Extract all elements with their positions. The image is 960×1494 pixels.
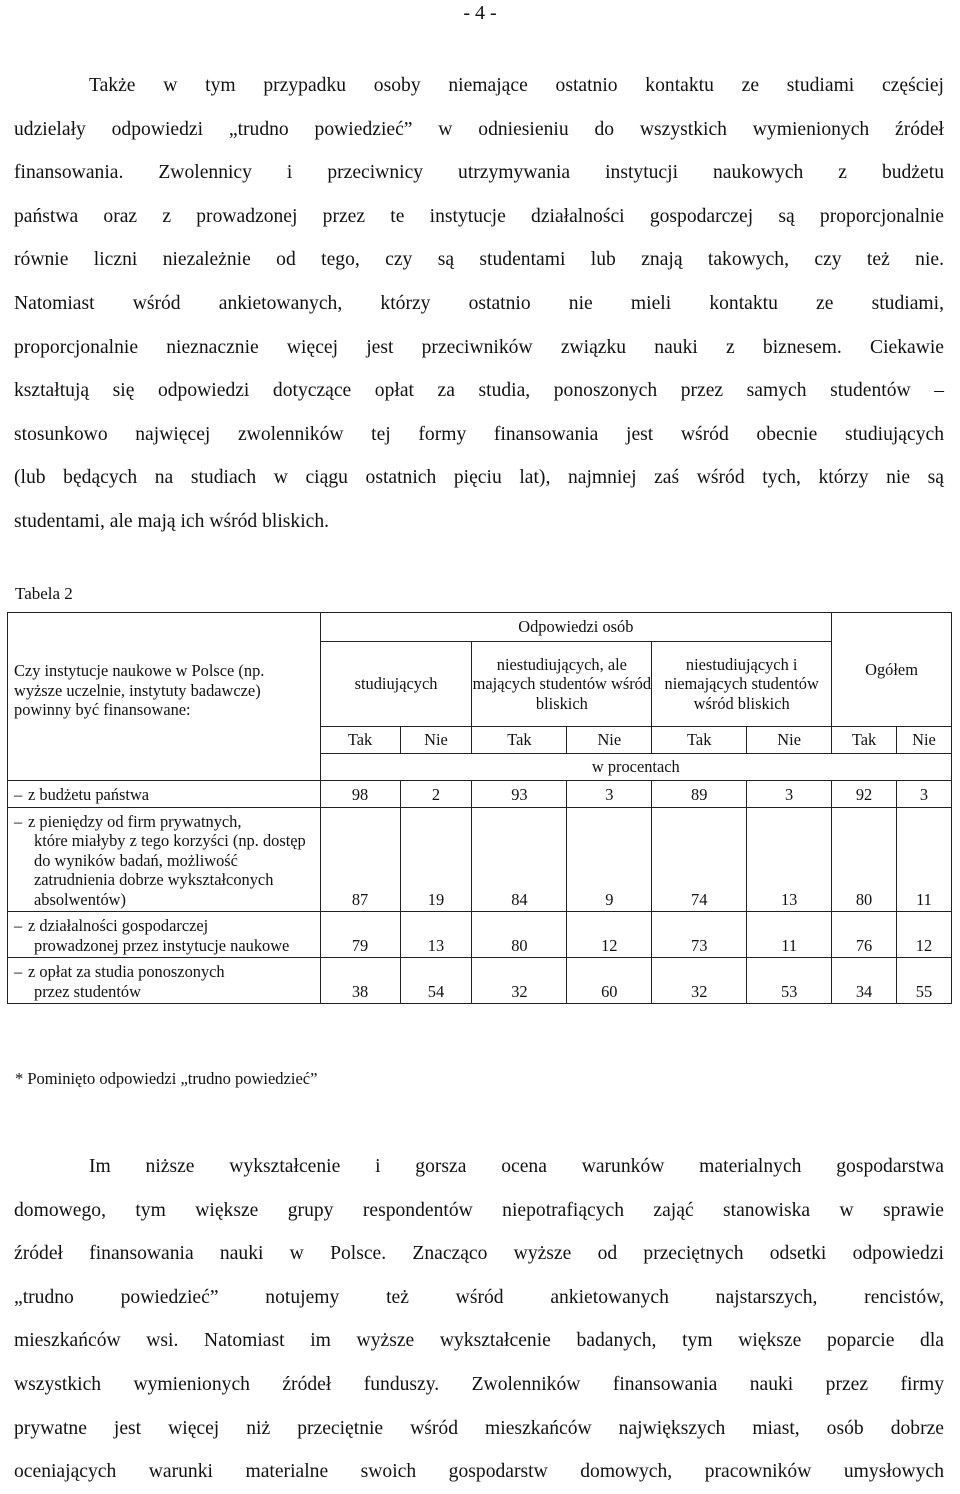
value-cell: 11 bbox=[897, 807, 952, 912]
column-header-non-students-with-students: niestudiujących, ale mających studentów wśród bliskich bbox=[472, 642, 652, 727]
row-label-continuation: prowadzonej przez instytucje naukowe bbox=[34, 935, 290, 955]
paragraph-1 bbox=[14, 64, 944, 544]
value-cell: 89 bbox=[652, 781, 747, 808]
value-cell: 55 bbox=[897, 958, 952, 1004]
row-label-first-line bbox=[14, 785, 316, 805]
row-label-first-line bbox=[14, 962, 316, 982]
value-cell: 32 bbox=[652, 958, 747, 1004]
value-cell: 93 bbox=[472, 781, 567, 808]
row-label bbox=[8, 912, 321, 958]
value-cell: 32 bbox=[472, 958, 567, 1004]
paragraph-line: oceniających warunki materialne swoich gospodarstw domowych, pracowników umysłowych bbox=[14, 1461, 944, 1483]
paragraph-line: studentami, ale mają ich wśród bliskich. bbox=[14, 510, 330, 532]
no-header: Nie bbox=[567, 727, 652, 754]
page-number: - 4 - bbox=[463, 2, 497, 24]
row-label-first-line bbox=[14, 812, 316, 832]
value-cell: 87 bbox=[320, 807, 400, 912]
paragraph-line: Natomiast wśród ankietowanych, którzy ostatnio nie mieli kontaktu ze studiami, bbox=[14, 292, 944, 314]
paragraph-2 bbox=[14, 1145, 944, 1494]
value-cell: 38 bbox=[320, 958, 400, 1004]
value-cell: 79 bbox=[320, 912, 400, 958]
table-row bbox=[8, 781, 952, 808]
row-dash: – bbox=[14, 785, 23, 804]
value-cell: 2 bbox=[400, 781, 472, 808]
table-row bbox=[8, 807, 952, 912]
row-dash: – bbox=[14, 811, 23, 831]
paragraph-line: proporcjonalnie nieznacznie więcej jest przeciwników związku nauki z biznesem. Ciekawie bbox=[14, 336, 944, 358]
paragraph-line: domowego, tym większe grupy respondentów niepotrafiących zająć stanowiska w sprawie bbox=[14, 1199, 944, 1221]
unit-label: w procentach bbox=[320, 754, 951, 781]
value-cell: 12 bbox=[567, 912, 652, 958]
paragraph-line: finansowania. Zwolennicy i przeciwnicy utrzymywania instytucji naukowych z budżetu bbox=[14, 162, 944, 184]
row-dash: – bbox=[14, 916, 23, 935]
yes-header: Tak bbox=[652, 727, 747, 754]
value-cell: 54 bbox=[400, 958, 472, 1004]
paragraph-line: mieszkańców wsi. Natomiast im wyższe wykształcenie badanych, tym większe poparcie dla bbox=[14, 1330, 944, 1352]
value-cell: 19 bbox=[400, 807, 472, 912]
row-label bbox=[8, 781, 321, 808]
value-cell: 13 bbox=[400, 912, 472, 958]
row-label-continuation: przez studentów bbox=[34, 981, 141, 1001]
paragraph-line: stosunkowo najwięcej zwolenników tej formy finansowania jest wśród obecnie studiujących bbox=[14, 423, 944, 445]
value-cell: 53 bbox=[747, 958, 832, 1004]
value-cell: 34 bbox=[832, 958, 897, 1004]
row-label-text: z budżetu państwa bbox=[28, 785, 150, 804]
paragraph-line: kształtują się odpowiedzi dotyczące opłat za studia, ponoszonych przez samych studentów – bbox=[14, 380, 944, 402]
table-row bbox=[8, 958, 952, 1004]
group-header: Odpowiedzi osób bbox=[320, 613, 831, 642]
yes-header: Tak bbox=[832, 727, 897, 754]
column-header-students: studiujących bbox=[320, 642, 472, 727]
value-cell: 13 bbox=[747, 807, 832, 912]
value-cell: 98 bbox=[320, 781, 400, 808]
value-cell: 80 bbox=[832, 807, 897, 912]
row-label-text: z pieniędzy od firm prywatnych, bbox=[28, 811, 242, 831]
paragraph-line: Im niższe wykształcenie i gorsza ocena warunków materialnych gospodarstwa bbox=[89, 1156, 944, 1177]
table-caption: Tabela 2 bbox=[15, 584, 73, 603]
paragraph-line: państwa oraz z prowadzonej przez te instytucje działalności gospodarczej są proporcjonalnie bbox=[14, 205, 944, 227]
table-row bbox=[8, 912, 952, 958]
value-cell: 3 bbox=[567, 781, 652, 808]
paragraph-line: wszystkich wymienionych źródeł funduszy. Zwolenników finansowania nauki przez firmy bbox=[14, 1373, 944, 1395]
value-cell: 84 bbox=[472, 807, 567, 912]
column-header-non-students-without-students: niestudiujących i niemających studentów wśród bliskich bbox=[652, 642, 832, 727]
value-cell: 11 bbox=[747, 912, 832, 958]
row-label-first-line bbox=[14, 916, 316, 936]
value-cell: 80 bbox=[472, 912, 567, 958]
footnote: * Pominięto odpowiedzi „trudno powiedzieć” bbox=[15, 1069, 318, 1088]
yes-header: Tak bbox=[472, 727, 567, 754]
question-header: Czy instytucje naukowe w Polsce (np. wyższe uczelnie, instytuty badawcze) powinny być finansowane: bbox=[8, 613, 321, 781]
data-table bbox=[7, 612, 952, 1004]
value-cell: 92 bbox=[832, 781, 897, 808]
paragraph-line: Także w tym przypadku osoby niemające ostatnio kontaktu ze studiami częściej bbox=[89, 75, 944, 96]
paragraph-line: prywatne jest więcej niż przeciętnie wśród mieszkańców największych miast, osób dobrze bbox=[14, 1417, 944, 1439]
paragraph-line: źródeł finansowania nauki w Polsce. Znacząco wyższe od przeciętnych odsetki odpowiedzi bbox=[14, 1243, 944, 1265]
column-header-total: Ogółem bbox=[832, 613, 952, 727]
row-label-text: z działalności gospodarczej bbox=[28, 916, 209, 935]
value-cell: 76 bbox=[832, 912, 897, 958]
row-label-continuation: które miałyby z tego korzyści (np. dostęp do wyników badań, możliwość zatrudnienia dobrze wykształconych absolwentów) bbox=[34, 831, 306, 909]
paragraph-line: (lub będących na studiach w ciągu ostatnich pięciu lat), najmniej zaś wśród tych, którzy nie są bbox=[14, 467, 944, 489]
value-cell: 3 bbox=[747, 781, 832, 808]
no-header: Nie bbox=[400, 727, 472, 754]
value-cell: 60 bbox=[567, 958, 652, 1004]
value-cell: 9 bbox=[567, 807, 652, 912]
row-label bbox=[8, 807, 321, 912]
row-dash: – bbox=[14, 962, 23, 981]
paragraph-line: „trudno powiedzieć” notujemy też wśród ankietowanych najstarszych, rencistów, bbox=[14, 1286, 944, 1308]
value-cell: 74 bbox=[652, 807, 747, 912]
no-header: Nie bbox=[897, 727, 952, 754]
table-body bbox=[8, 781, 952, 1004]
value-cell: 3 bbox=[897, 781, 952, 808]
row-label bbox=[8, 958, 321, 1004]
value-cell: 73 bbox=[652, 912, 747, 958]
row-label-text: z opłat za studia ponoszonych bbox=[28, 962, 225, 981]
yes-header: Tak bbox=[320, 727, 400, 754]
paragraph-line: udzielały odpowiedzi „trudno powiedzieć” w odniesieniu do wszystkich wymienionych źródeł bbox=[14, 118, 944, 140]
no-header: Nie bbox=[747, 727, 832, 754]
paragraph-line: równie liczni niezależnie od tego, czy są studentami lub znają takowych, czy też nie. bbox=[14, 249, 944, 271]
value-cell: 12 bbox=[897, 912, 952, 958]
